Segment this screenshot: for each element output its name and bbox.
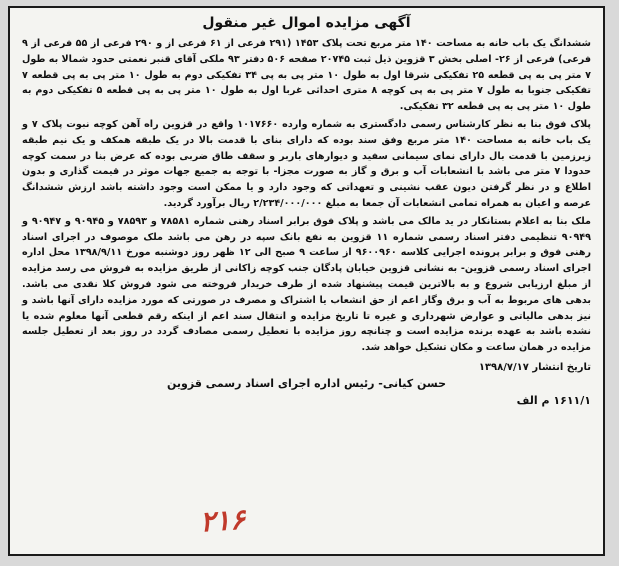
reference-number: ۱۶۱۱/۱ م الف <box>516 393 591 407</box>
auction-notice <box>8 6 605 556</box>
auction-terms-paragraph: ملک بنا به اعلام بستانکار در ید مالک می باشد و پلاک فوق برابر اسناد رهنی شماره ۷۸۵۸۱ و ۷۸۵۹۳ و ۹۰۹۴۵ و ۹۰۹۴۷ و ۹۰۹۴۹ تنظیمی دفتر اسناد رسمی شماره ۱۱ قزوین به نفع بانک سپه در رهن می باشد ملک موصوف در اجرای اسناد رهنی فوق و برابر پرونده اجرایی کلاسه ۹۶۰۰۹۶۰ از ساعت ۹ صبح الی ۱۲ ظهر روز دوشنبه مورخ ۱۳۹۸/۹/۱۱ محل اداره اجرای اسناد رسمی قزوین- به نشانی قزوین خیابان پادگان جنب کوچه زاکانی از طریق مزایده به فروش می رسد مزایده از مبلغ ارزیابی شروع و به بالاترین قیمت پیشنهاد شده از طرف خریدار فروخته می شود فروش کلا نقدی می باشد. بدهی های مربوط به آب و برق وگاز اعم از حق انشعاب یا اشتراک و مصرف در صورتی که مورد مزایده دارای آنها باشد و نیز بدهی مالیاتی و عوارض شهرداری و غیره تا تاریخ مزایده و انتقال سند اعم از اینکه رقم قطعی آنها معلوم شده یا نشده باشد به عهده برنده مزایده است و چنانچه روز مزایده با تعطیل رسمی مصادف گردد در روز بعد از تعطیل جلسه مزایده در همان ساعت و مکان تشکیل خواهد شد. <box>22 215 592 354</box>
publication-date: تاریخ انتشار ۱۳۹۸/۷/۱۷ <box>478 361 591 373</box>
property-description-paragraph: ششدانگ یک باب خانه به مساحت ۱۴۰ متر مربع تحت پلاک ۱۴۵۳ (۲۹۱ فرعی از ۶۱ فرعی از و ۲۹۰ فرعی از ۵۵ فرعی از ۹ فرعی) فرعی از ۲۶- اصلی بخش ۳ قزوین ذیل ثبت ۲۰۷۴۵ صفحه ۵۰۶ دفتر ۹۳ ملکی آقای قنبر نعمتی حدود شمالا به طول ۷ متر پی به پی قطعه ۲۵ تفکیکی شرقا اول به طول ۱۰ متر پی به پی ۳۴ تفکیکی دوم به طول ۱۰ متر پی به پی قطعه ۷ تفکیکی جنوبا به طول ۷ متر پی به پی کوچه ۸ متری احداثی غربا اول به طول ۱۰ متر پی به پی قطعه ۵ تفکیکی دوم به طول ۱۰ متر پی به پی قطعه ۳۲ تفکیکی. <box>22 38 592 113</box>
handwritten-mark: ۲۱۶ <box>198 502 247 539</box>
notice-title: آگهی مزایده اموال غیر منقول <box>202 15 411 31</box>
signature-line: حسن کیانی- رئیس اداره اجرای اسناد رسمی قزوین <box>167 376 446 390</box>
appraisal-paragraph: پلاک فوق بنا به نظر کارشناس رسمی دادگستری به شماره وارده ۱۰۱۷۶۶۰ واقع در قزوین راه آهن کوچه نبوت پلاک ۷ و یک باب خانه به مساحت ۱۴۰ متر مربع وفق سند بوده که دارای بنای با قدمت بالا در یک طبقه همکف و یک نیم طبقه زیرزمین با قدمت بال دارای نمای سیمانی سفید و دیوارهای باربر و سقف طاق ضربی بوده که عرض بنا در سمت کوچه حدودا ۷ متر می باشد با انشعابات آب و برق و گاز به صورت مجزا- با توجه به جمیع جهات موثر در قیمت گذاری و بدون اطلاع و در نظر گرفتن دیون عقب نشینی و تعهداتی که وجود دارد و یا ممکن است وجود داشته باشد ارزش ششدانگ عرصه و اعیان به همراه تمامی انشعابات آن جمعا به مبلغ ۲/۲۳۴/۰۰۰/۰۰۰ ریال برآورد گردید. <box>22 118 591 209</box>
